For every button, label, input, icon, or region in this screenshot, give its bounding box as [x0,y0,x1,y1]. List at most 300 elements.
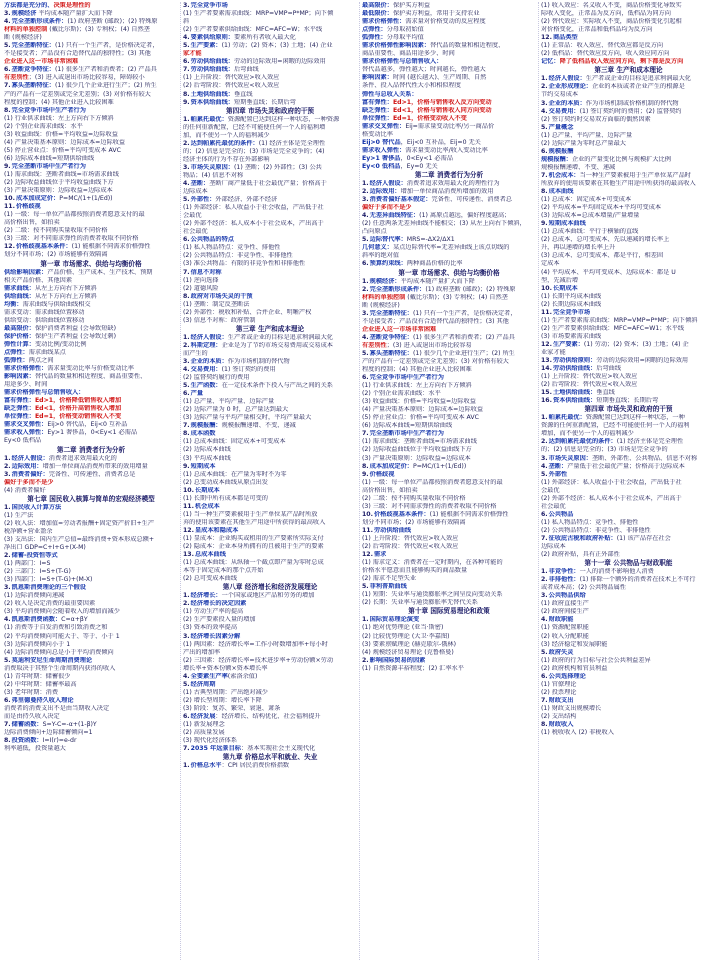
key-term: 政府失灵 [548,648,574,656]
note-text: 需求量对价格变动的反应程度 [405,18,486,26]
note-line [541,657,716,665]
key-term: 企业的本质： [190,357,228,365]
note-line [541,204,716,212]
note-line [362,91,536,99]
note-text: (1) 离原点越远，偏好程度越高； [419,212,511,220]
note-line [183,317,357,325]
note-line [183,446,357,454]
note-line [4,649,178,657]
item-number: 11. [362,526,373,534]
note-line [4,82,178,90]
key-term: 2035 年远景目标 [190,745,241,753]
item-number: 1. [541,75,548,83]
note-text: (2) 政府间接生产 [541,608,589,616]
note-text: (2) 投票理论 [541,688,577,696]
note-line [362,406,536,414]
note-text: 当一种生产要素被用于生产单位某产品时 [579,171,691,179]
note-text: 垄断厂商产量低于社会最优产量；价格高于 [209,179,327,187]
note-text: (3) 边际消费倾向小于 1 [4,640,71,648]
note-text: (1) 需求曲线：垄断者曲线=市场需求曲线 [4,170,119,178]
key-term: 完全垄断市场中生产者行为 [11,162,86,170]
note-line [541,42,716,50]
key-term: 市场失灵原因： [190,163,234,171]
highlight-text: Ed>1，价格降低销售收入增加 [34,397,122,405]
note-text: 作为市场机制或价格机制的替代物 [585,99,679,107]
note-line [4,429,178,437]
note-text: (2) 增长型周期：增长率下降 [183,696,262,704]
highlight-text: Ed=1，价格变动销售收入不变 [34,413,122,421]
note-text: (1) 垄断；(2) 外部性；(3) 公共 [233,163,322,171]
item-number: 5. [183,196,190,204]
note-text: (2) 任意两条无差异曲线不能相交；(3) 从左上向右下倾斜， [362,220,526,228]
note-line [362,446,536,454]
note-line [541,164,716,172]
note-text: (4) 边际消费倾向总是小于平均消费倾向 [4,648,114,656]
note-text: (3) 边际成本=总成本增量/产量增量 [541,212,640,220]
note-text: (3) 收益曲线：价格=平均收益=边际收益 [362,398,476,406]
notes-column-3 [360,2,539,960]
note-line [362,278,536,286]
item-number: 7. [362,430,369,438]
key-term: 达到帕累托最优的条件： [548,438,617,446]
note-line [541,519,716,527]
item-number: 1. [4,454,11,462]
note-line [541,673,716,681]
note-text: (1) 总成本曲线：从纵轴一个截点即产量为零时总成 [183,559,324,567]
note-line [183,406,357,414]
note-text: 垂直线 [596,389,615,397]
note-line [4,479,178,487]
note-text: (1) 劳动生产率的提高 [183,608,244,616]
note-line [362,366,536,374]
note-line [362,123,536,131]
note-line [362,163,536,171]
note-line [4,455,178,463]
item-number: 8. [183,90,190,98]
note-line [541,479,716,487]
key-term: 经济人假设： [11,454,49,462]
key-term: 成本加成定价： [369,462,413,470]
key-term: 完全竞争市场 [190,2,228,9]
note-text: (2) 个别企业需求曲线：水平 [4,122,83,130]
section-heading: 第二章 消费者行为分析 [414,170,484,179]
note-line [4,633,178,641]
note-text: 规模报酬递增、不变、递减 [221,422,296,430]
note-line [183,575,357,583]
note-line [541,269,716,277]
note-line [362,26,536,34]
note-text: 增加一单位商品消费所带来的效用增量 [42,462,148,470]
note-line [362,649,536,657]
note-line [362,244,536,252]
key-term: 均衡： [4,300,23,308]
item-number: 5. [183,42,190,50]
note-text: (3) 资本的效率提高 [183,624,238,632]
note-text: 边际成本 [183,188,208,196]
note-text: 不是接受者；产品没有合适替代品的独特性；(3) 其他 [4,50,151,58]
note-text: (3) 收益曲线：价格=平均收益=边际收益 [4,130,118,138]
key-term: 公共物品 [548,510,574,518]
note-text: (3) 要素禀赋理论 (赫克歇尔-俄林) [362,640,457,648]
note-line [183,535,357,543]
note-line [183,91,357,99]
key-term: 无差异曲线特征： [369,212,420,220]
note-line [362,374,536,382]
note-line [362,180,536,188]
key-term: 点弹性： [4,348,29,356]
note-line [541,91,716,99]
note-text: 资源的任何重新配置，已经不可能使任何一个人的福利 [541,422,690,430]
note-line [4,560,178,568]
note-line [4,745,178,753]
item-number: 7. [183,422,190,430]
note-text: 增加，而不使另一个人的福利减少 [541,430,634,438]
key-term: 成本曲线 [548,188,574,196]
note-text: (1) 青年时期：储蓄很少 [4,672,71,680]
key-term: Eij>0 替代品 [362,138,401,146]
key-term: 长期成本 [194,486,220,494]
note-line [183,721,357,729]
note-line [4,269,178,277]
item-number: 11. [4,203,15,211]
key-term: 单位弹性： [362,114,393,122]
note-text: (4) 规模经济贸易理论 (克鲁格曼) [362,648,454,656]
item-number: 3. [4,584,11,592]
item-number: 6. [4,66,11,74]
item-number: 3. [4,10,11,18]
note-line [541,236,716,244]
key-term: 需求 [373,551,387,559]
key-term: 全要素生产率 [190,672,228,680]
note-text: (1) 排除一个额外的消费者在技术上不可行 [579,576,696,584]
key-term: 需求价格弹性： [4,365,48,373]
key-term: 最低限价： [362,10,393,18]
highlight-text: 有差别性 [4,74,29,82]
note-text: (6) 边际成本曲线=短期供给曲线 [4,154,95,162]
note-line [4,309,178,317]
note-line [183,236,357,244]
note-text: (2) 二级：按不同购买量收取不同价格 [4,227,108,235]
key-term: 垄断竞争特征： [11,66,55,74]
item-number: 4. [183,366,190,374]
note-line [183,148,357,156]
highlight-text: 降了低档品收入效应同方向，剩下都是反方向 [559,58,684,66]
item-number: 2. [541,576,548,584]
note-line [4,341,178,349]
key-term: 交易费用： [548,107,580,115]
key-term: 边际效用： [11,462,43,470]
note-text: (1) 很多生产者和消费者；(2) 产品具 [412,333,515,341]
note-text: 而产生的 [183,349,208,357]
highlight-text: Ed=1，价格变动收入不变 [392,114,467,122]
item-number: 5. [362,236,369,244]
note-text: (2) 外部不经济：私人成本小于社会成本，产出高于 [183,220,324,228]
note-line [4,277,178,285]
item-number: 3. [541,592,548,600]
note-text: (3) 老年时期：消费 [4,688,59,696]
key-term: 寡头垄断特征： [369,349,413,357]
note-line [183,74,357,82]
key-term: 需求交叉弹性： [362,122,406,130]
note-text: 会最优 [183,212,202,220]
item-number: 12. [4,243,15,251]
key-term: 公共选择理论 [548,672,586,680]
note-line [541,729,716,737]
item-number: 8. [362,462,369,470]
note-line [183,18,357,26]
key-term: 价格歧视基本条件： [15,243,72,251]
note-text: (2) 边际产量为零时总产量最大 [541,139,626,147]
note-text: (2) 需求不足型失业 [362,575,417,583]
note-text: 变动比例/变动比例 [34,340,87,348]
note-line [183,342,357,350]
note-text: 替代品的数量和相近程度、 [430,42,505,50]
note-line [541,592,716,600]
note-line [541,576,716,584]
note-text: (1) 生产者要素需求曲线：MRP=VMP=P*MP；向下倾斜 [541,316,698,324]
note-line [4,657,178,665]
note-text: 消费者追求效用最大化的 [48,454,117,462]
note-text: 格变动比率 [362,130,393,138]
note-line [362,286,536,294]
note-text: (2) 边际收益曲线位于平均收益曲线下方 [4,179,114,187]
section-heading: 第一章 市场需求、供给与均衡价格 [40,259,142,268]
note-text: (2) 边际产量为 0 时，总产量达到最大 [183,406,289,414]
note-text: ：CPI 居民消费价格指数 [221,762,290,770]
key-term: 要素供给原则： [190,34,234,42]
note-text: (3) 总成本、总可变成本、都是平行，相差固 [541,252,664,260]
note-text: 替代品越多，弹性越大；时间越长，弹性越大 [362,66,486,74]
note-line [362,228,536,236]
item-number: 6. [362,260,369,268]
note-text: ；(3) 进入或退出市场比较容易 [386,341,472,349]
item-number: 12. [183,526,194,534]
highlight-text: 材料的单独控制 [362,293,406,301]
note-line [541,228,716,236]
item-number: 5. [183,382,190,390]
note-line [183,172,357,180]
note-line [183,487,357,495]
note-line [183,657,357,665]
note-line [541,325,716,333]
note-line [362,82,536,90]
note-line [183,82,357,90]
note-line [183,608,357,616]
note-line [541,381,716,389]
note-line [183,285,357,293]
key-term: 记忆： [541,58,560,66]
note-line [4,713,178,721]
note-line [4,171,178,179]
note-line [541,132,716,140]
note-line [183,649,357,657]
note-text: 边际消费倾向+边际储蓄倾向=1 [4,729,93,737]
section-heading: 第四章 市场失灵和政府的干预 [225,106,314,115]
item-number: 4. [541,616,548,624]
key-term: 最高限价： [362,2,393,9]
note-line [362,252,536,260]
section-heading: 第四章 市场失灵和政府的干预 [584,405,673,414]
note-text: 划分不同市场；(2) 市场能够有效隔离 [362,518,466,526]
note-text: (1) 签订契约的费用 [221,366,276,374]
note-line [183,156,357,164]
item-number: 6. [541,510,548,518]
item-number: 7. [541,696,548,704]
note-text: (1) 需求曲线：垄断者曲线=市场需求曲线 [362,438,477,446]
key-term: 弗里德曼持久收入理论 [11,696,74,704]
note-line [541,624,716,632]
note-line [541,471,716,479]
note-text: (2) 外部性：税收和补贴、合并企业、明晰产权 [183,308,312,316]
note-text: (1) 总成本曲线：平行于横轴的直线 [541,228,639,236]
note-line [362,188,536,196]
note-line [541,285,716,293]
note-text: (2) 边际成本曲线 [183,446,231,454]
note-text: (2) 三部门：I=S+(T-G) [4,568,71,576]
item-number: 12. [541,340,552,348]
note-text: (1) 财政支出规模增长 [541,704,602,712]
item-number: 1. [183,592,190,600]
note-text: (3) 准公共物品：有限的非竞争性和非排他性 [183,260,306,268]
key-term: 完全竞争市场中生产者行为 [11,106,86,114]
key-term: 完全垄断特征： [11,42,55,50]
note-line [4,325,178,333]
note-text: 对价格变化，正常品和低档品均为反方向 [541,26,653,34]
item-number: 3. [541,99,548,107]
item-number: 5. [362,349,369,357]
key-term: 垄断： [548,462,568,470]
key-term: 需求收入弹性： [362,146,406,154]
note-line [183,366,357,374]
highlight-text: 偏好于多而不是少 [4,478,54,486]
note-line [183,592,357,600]
key-term: 帕累托最优： [190,115,228,123]
note-line [541,641,716,649]
note-line [541,616,716,624]
item-number: 10. [183,486,194,494]
note-text: (1) 生产法 [4,511,34,519]
key-term: 经济周期 [190,680,216,688]
note-line [362,334,536,342]
note-line [362,479,536,487]
note-line [541,357,716,365]
item-number: 3. [541,454,548,462]
note-line [4,381,178,389]
note-text: 企业的产量变化比例与规模扩大比例 [571,155,671,163]
note-text: 从左下方向右上方倾斜 [34,292,97,300]
note-text: (1) 经济主体是完全理性 [616,438,684,446]
note-text: (2) 后弯阶段：替代效应<收入效应 [362,543,459,551]
item-number: 4. [362,333,369,341]
key-term: 需求价格弹性与总销售收入： [362,58,443,66]
note-text: 需求曲线某点 [28,348,66,356]
note-line [183,551,357,559]
note-line [541,124,716,132]
note-line [4,705,178,713]
note-text: (1) 上升阶段：替代效应>收入效应 [183,74,280,82]
note-text: 所放弃的使用该要素在其他生产用途中所获得的最高收入 [541,179,696,187]
note-line [183,495,357,503]
key-term: 交易费用： [190,366,222,374]
note-text: 垄断、外部性、公共物品、信息不对称 [591,454,698,462]
key-term: 成本函数 [190,430,216,438]
highlight-text: Ed>1，价格与销售收入反方向变动 [392,98,492,106]
note-line [541,430,716,438]
note-line [4,211,178,219]
note-line [183,414,357,422]
note-text: 用途多少、时间 [4,381,48,389]
key-term: 财政职能 [548,616,574,624]
key-term: 储蓄函数： [11,721,43,729]
note-text: (2) 总成本、总可变成本、先以递减的增长率上 [541,236,670,244]
key-term: 预算约束线： [369,260,407,268]
key-term: 劳动供给曲线： [552,365,597,373]
note-text: 的；(2) 信息是完全的；(3) 市场是完全竞争的；(4) [183,147,325,155]
note-text: 完备性、可传递性、消费者总 [431,196,512,204]
note-line [183,479,357,487]
item-number: 2. [362,188,369,196]
note-line [183,762,357,770]
note-line [183,196,357,204]
note-line [362,527,536,535]
note-text: 供给变动：供给曲线位置移动 [4,316,85,324]
note-line [4,349,178,357]
key-term: 最高限价： [4,324,35,332]
note-text: 替代品的数量和相近程度、商品重要性、 [34,373,147,381]
note-text: (1) 两因素：经济增长率=工作小时数增加率+每小时 [183,640,328,648]
item-number: 9. [183,98,190,106]
note-line [183,689,357,697]
note-line [183,301,357,309]
item-number: 6. [183,58,190,66]
note-text: 不是接受者；产品没有合适替代品的独特性；(3) 其他 [362,317,509,325]
note-line [4,99,178,107]
note-line [4,58,178,66]
note-text: Ey<0 低档品 [4,437,42,445]
key-term: 征收庇古税和政府补贴： [548,535,617,542]
note-line [362,430,536,438]
note-text: (2) 低档品：替代效应反方向，收入效应同方向 [541,50,670,58]
item-number: 3. [183,2,190,9]
note-line [362,471,536,479]
note-text: 资源配置已达到这样一种状态，一种资源 [227,115,340,123]
note-line [183,729,357,737]
item-number: 4. [183,672,190,680]
note-line [183,430,357,438]
item-number: 1. [541,414,548,422]
key-term: 需求曲线： [4,284,35,292]
key-term: 价格歧视基本条件： [373,510,430,518]
note-line [183,633,357,641]
key-term: 需求交叉弹性： [4,421,48,429]
key-term: 投资函数： [11,737,43,745]
key-term: 经济增长： [190,592,222,600]
note-line [4,624,178,632]
note-line [4,413,178,421]
note-line [362,535,536,543]
note-text: (1) 消费等于自发消费和引致消费之和 [4,624,108,632]
note-text: ：基本实现社会主义现代化 [240,745,316,753]
note-line [362,131,536,139]
item-number: 2. [362,656,369,664]
item-number: 2. [4,462,11,470]
note-line [541,244,716,252]
item-number: 1. [362,179,369,187]
note-line [4,131,178,139]
note-line [362,414,536,422]
key-term: 富有弹性： [362,98,393,106]
note-text: (2) 长期边际成本曲线 [541,300,602,308]
